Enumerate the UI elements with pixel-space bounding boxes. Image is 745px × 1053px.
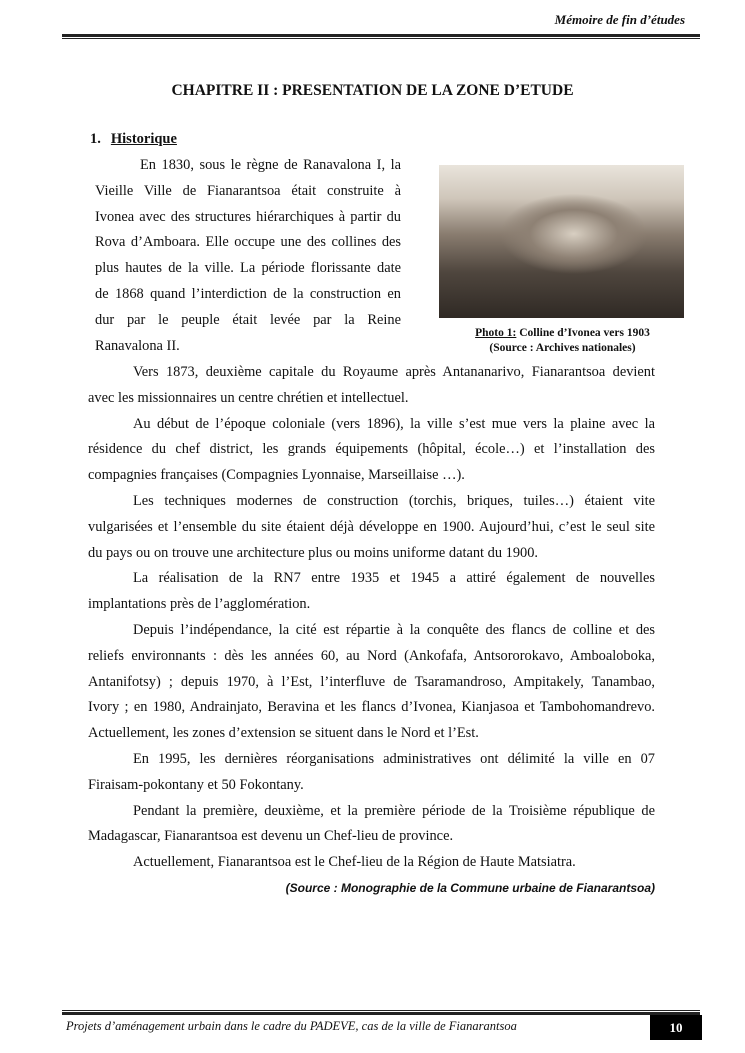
paragraph	[88, 566, 655, 618]
text-line: Vieille Ville de Fianarantsoa était construite à	[95, 182, 401, 199]
chapter-title: CHAPITRE II : PRESENTATION DE LA ZONE D’ETUDE	[171, 82, 574, 99]
text-line: avec les missionnaires un centre chrétien et intellectuel.	[88, 389, 409, 406]
header-rule-thin	[62, 38, 700, 39]
text-line: La réalisation de la RN7 entre 1935 et 1945 a attiré également de nouvelles	[133, 570, 655, 587]
intro-paragraph	[95, 153, 401, 359]
text-line: Ivory ; en 1980, Andrainjato, Beravina et les flancs d’Ivonea, Kianjasoa et Tambohomandrevo.	[88, 699, 655, 716]
text-line: Les techniques modernes de construction (torchis, briques, tuiles…) étaient vite	[133, 492, 655, 509]
page-number: 10	[650, 1015, 702, 1040]
text-line: compagnies françaises (Compagnies Lyonnaise, Marseillaise …).	[88, 467, 465, 484]
paragraph	[88, 747, 655, 799]
paragraph	[88, 360, 655, 412]
source-note: (Source : Monographie de la Commune urbaine de Fianarantsoa)	[285, 881, 655, 895]
text-line: En 1995, les dernières réorganisations administratives ont délimité la ville en 07	[133, 750, 655, 767]
section-number: 1.	[90, 131, 101, 147]
text-line: reliefs environnants : dès les années 60, au Nord (Ankofafa, Antsororokavo, Amboaloboka,	[88, 647, 655, 664]
text-line: Actuellement, Fianarantsoa est le Chef-lieu de la Région de Haute Matsiatra.	[133, 854, 576, 871]
running-footer: Projets d’aménagement urbain dans le cadre du PADEVE, cas de la ville de Fianarantsoa	[66, 1019, 517, 1033]
historic-photo	[439, 165, 684, 318]
footer-rule-thin	[62, 1010, 700, 1011]
text-line: Rova d’Amboara. Elle occupe une des collines des	[95, 234, 401, 251]
paragraph	[88, 850, 655, 876]
footer-rule	[62, 1012, 700, 1015]
text-line: Antanifotsy) ; depuis 1970, à l’Est, l’interfluve de Tsaramandroso, Ampitakely, Tanambao,	[88, 673, 655, 690]
paragraph	[88, 799, 655, 851]
text-line: Au début de l’époque coloniale (vers 1896), la ville s’est mue vers la plaine avec la	[133, 415, 655, 432]
text-line: vulgarisées et l’ensemble du site étaient déjà développe en 1900. Aujourd’hui, c’est le seul site	[88, 518, 655, 535]
photo-label: Photo 1:	[475, 327, 517, 339]
text-line: de 1868 quand l’interdiction de la construction en	[95, 285, 401, 302]
text-line: plus hautes de la ville. La période florissante date	[95, 260, 401, 277]
photo-caption	[440, 327, 685, 339]
text-line: Actuellement, les zones d’extension se situent dans le Nord et l’Est.	[88, 725, 479, 742]
text-line: Depuis l’indépendance, la cité est répartie à la conquête des flancs de colline et des	[133, 621, 655, 638]
text-line: dur par le peuple était levée par la Reine	[95, 311, 401, 328]
paragraph	[88, 618, 655, 747]
body-text	[88, 360, 655, 876]
section-title: Historique	[110, 131, 177, 147]
text-line: Ranavalona II.	[95, 337, 180, 354]
photo-caption-text: Colline d’Ivonea vers 1903	[516, 327, 650, 339]
section-heading	[90, 131, 177, 148]
paragraph	[88, 489, 655, 566]
text-line: du pays ou on trouve une architecture plus ou moins uniforme datant du 1900.	[88, 544, 539, 561]
text-line: implantations près de l’agglomération.	[88, 596, 311, 613]
photo-source: (Source : Archives nationales)	[489, 342, 636, 354]
text-line: En 1830, sous le règne de Ranavalona I, la	[140, 157, 401, 173]
header-rule	[62, 34, 700, 37]
paragraph	[88, 412, 655, 489]
text-line: résidence du chef district, les grands équipements (hôpital, école…) et l’installation des	[88, 441, 655, 458]
running-header: Mémoire de fin d’études	[554, 12, 685, 27]
text-line: Ivonea avec des structures hiérarchiques à partir du	[95, 208, 401, 225]
text-line: Firaisam-pokontany et 50 Fokontany.	[88, 776, 304, 793]
text-line: Madagascar, Fianarantsoa est devenu un Chef-lieu de province.	[88, 828, 454, 845]
text-line: Pendant la première, deuxième, et la première période de la Troisième république de	[133, 802, 655, 819]
text-line: Vers 1873, deuxième capitale du Royaume après Antananarivo, Fianarantsoa devient	[133, 364, 655, 380]
